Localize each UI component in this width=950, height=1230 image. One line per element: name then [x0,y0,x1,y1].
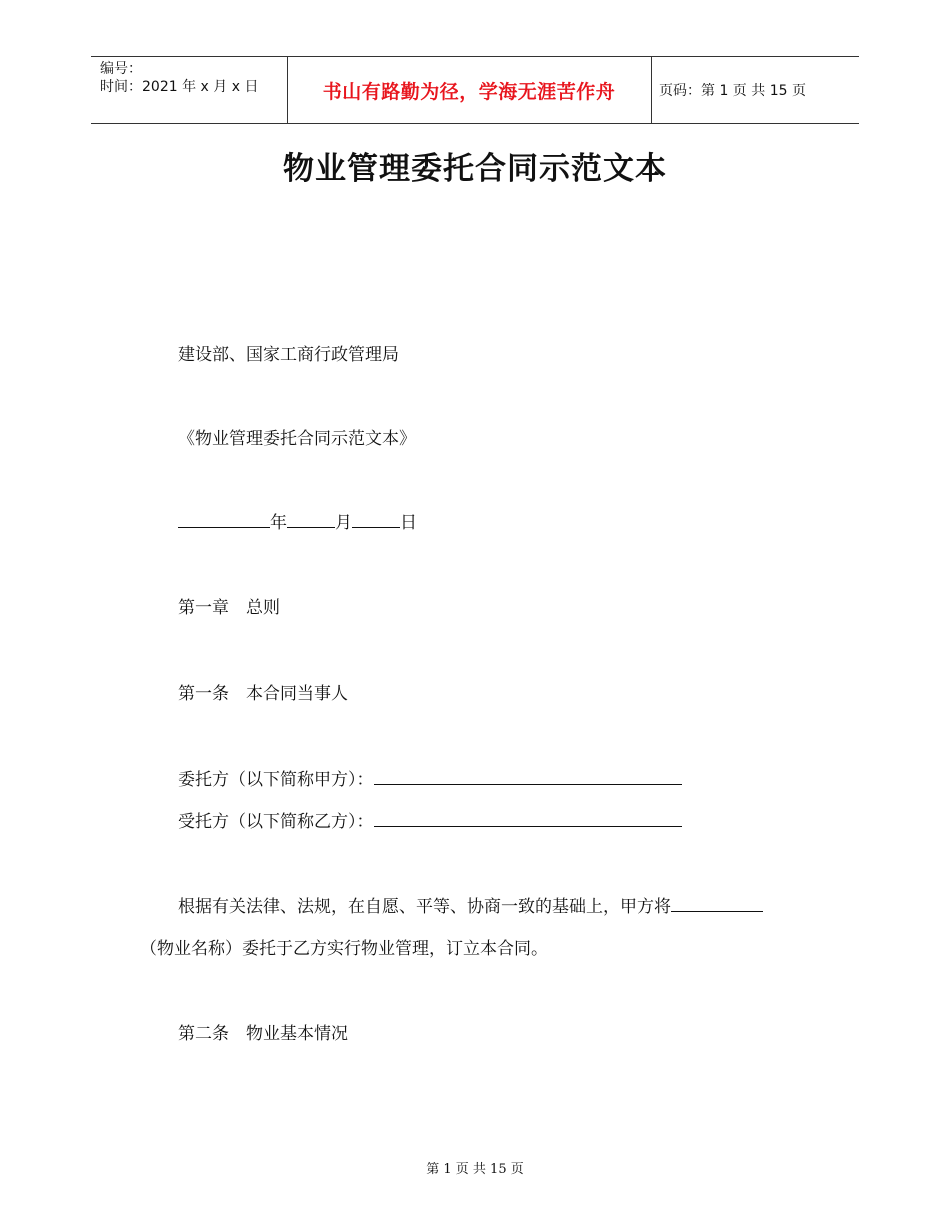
issuer-line: 建设部、国家工商行政管理局 [178,345,399,365]
year-blank[interactable] [178,513,270,528]
document-name-line: 《物业管理委托合同示范文本》 [178,429,416,449]
party-b-label: 受托方（以下简称乙方）： [178,812,374,832]
time-label: 时间：2021 年 x 月 x 日 [100,79,259,95]
day-blank[interactable] [352,513,400,528]
paragraph-1-text-1: 根据有关法律、法规，在自愿、平等、协商一致的基础上，甲方将 [178,897,671,917]
property-name-blank[interactable] [671,897,763,912]
header-meta-cell [91,57,288,123]
party-b-line [178,812,682,832]
party-a-line [178,770,682,790]
article-2-heading: 第二条 物业基本情况 [178,1024,348,1044]
article-1-heading: 第一条 本合同当事人 [178,684,348,704]
party-b-blank[interactable] [374,812,682,827]
header-motto-cell [287,57,652,123]
number-label: 编号： [100,61,142,77]
page-header [91,56,859,124]
chapter-heading: 第一章 总则 [178,598,280,618]
party-a-label: 委托方（以下简称甲方）： [178,770,374,790]
date-line [178,513,417,533]
paragraph-1-line-1 [178,897,763,917]
motto-text: 书山有路勤为径，学海无涯苦作舟 [322,80,616,103]
month-label: 月 [335,513,352,533]
page-info: 页码：第 1 页 共 15 页 [659,83,806,99]
paragraph-1-line-2: （物业名称）委托于乙方实行物业管理，订立本合同。 [140,939,548,959]
year-label: 年 [270,513,287,533]
day-label: 日 [400,513,417,533]
month-blank[interactable] [287,513,335,528]
header-page-cell [651,57,859,123]
page-footer: 第 1 页 共 15 页 [426,1162,524,1177]
party-a-blank[interactable] [374,770,682,785]
document-title: 物业管理委托合同示范文本 [283,151,667,187]
